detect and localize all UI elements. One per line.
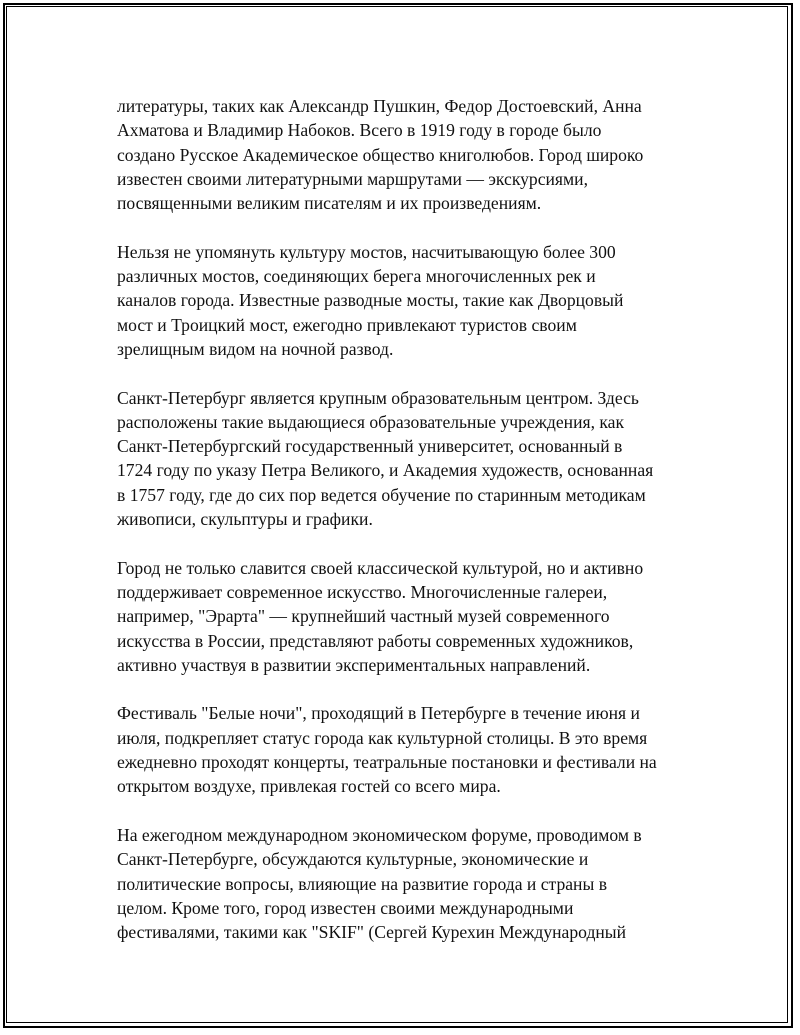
text-line: фестивалями, такими как "SKIF" (Сергей Курехин Международный: [117, 922, 627, 943]
text-line: литературы, таких как Александр Пушкин, Федор Достоевский, Анна: [117, 96, 642, 116]
text-line: поддерживает современное искусство. Многочисленные галереи,: [117, 581, 608, 602]
text-line: Санкт-Петербурге, обсуждаются культурные, экономические и: [117, 849, 589, 870]
paragraph-white-nights: [117, 701, 687, 798]
text-line: Ахматова и Владимир Набоков. Всего в 1919 году в городе было: [117, 120, 602, 141]
paragraph-modern-art: [117, 556, 687, 677]
text-line: Фестиваль "Белые ночи", проходящий в Петербурге в течение июня и: [117, 703, 640, 724]
document-body: [117, 94, 687, 969]
text-line: Нельзя не упомянуть культуру мостов, насчитывающую более 300: [117, 241, 616, 262]
text-line: активно участвуя в развитии экспериментальных направлений.: [117, 654, 591, 675]
text-line: открытом воздухе, привлекая гостей со всего мира.: [117, 776, 501, 797]
text-line: например, "Эрарта" — крупнейший частный музей современного: [117, 606, 610, 627]
text-line: политические вопросы, влияющие на развитие города и страны в: [117, 873, 607, 894]
paragraph-education: [117, 386, 687, 532]
text-line: июля, подкрепляет статус города как культурной столицы. В это время: [117, 727, 648, 748]
text-line: различных мостов, соединяющих берега многочисленных рек и: [117, 266, 596, 287]
text-line: каналов города. Известные разводные мосты, такие как Дворцовый: [117, 290, 624, 311]
text-line: в 1757 году, где до сих пор ведется обучение по старинным методикам: [117, 484, 646, 505]
text-line: посвященными великим писателям и их произведениям.: [117, 193, 542, 214]
text-line: Санкт-Петербургский государственный университет, основанный в: [117, 436, 623, 457]
paragraph-bridges: [117, 240, 687, 361]
text-line: зрелищным видом на ночной развод.: [117, 338, 394, 359]
text-line: известен своими литературными маршрутами — экскурсиями,: [117, 168, 588, 189]
text-line: На ежегодном международном экономическом форуме, проводимом в: [117, 824, 642, 845]
text-line: 1724 году по указу Петра Великого, и Академия художеств, основанная: [117, 460, 654, 481]
paragraph-forum: [117, 823, 687, 944]
text-line: расположены такие выдающиеся образовательные учреждения, как: [117, 411, 625, 432]
paragraph-literature: [117, 94, 687, 215]
text-line: Санкт-Петербург является крупным образовательным центром. Здесь: [117, 387, 639, 408]
text-line: ежедневно проходят концерты, театральные постановки и фестивали на: [117, 752, 657, 773]
text-line: целом. Кроме того, город известен своими международными: [117, 897, 574, 918]
text-line: Город не только славится своей классической культурой, но и активно: [117, 557, 644, 578]
text-line: живописи, скульптуры и графики.: [117, 509, 373, 530]
text-line: искусства в России, представляют работы современных художников,: [117, 630, 634, 651]
text-line: создано Русское Академическое общество книголюбов. Город широко: [117, 144, 644, 165]
text-line: мост и Троицкий мост, ежегодно привлекают туристов своим: [117, 314, 577, 335]
